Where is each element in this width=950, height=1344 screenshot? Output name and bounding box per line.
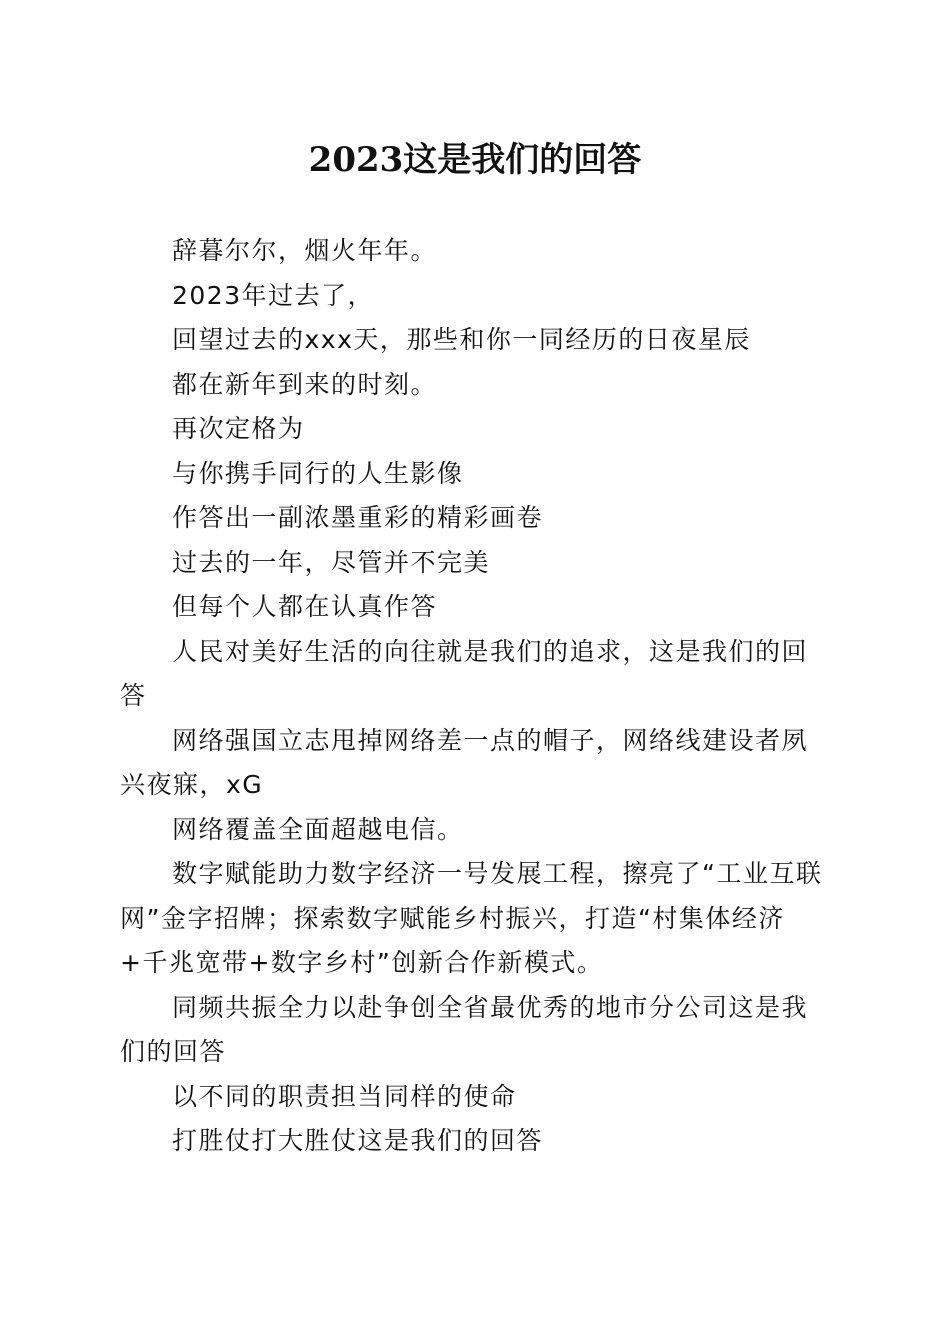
paragraph: 网络强国立志甩掉网络差一点的帽子，网络线建设者夙兴夜寐，xG <box>120 725 809 799</box>
paragraph: 回望过去的xxx天，那些和你一同经历的日夜星辰 <box>172 325 751 354</box>
paragraph: 2023年过去了， <box>172 280 375 310</box>
paragraph: 过去的一年，尽管并不完美 <box>172 547 491 577</box>
paragraph: 与你携手同行的人生影像 <box>172 458 464 488</box>
paragraph: 数字赋能助力数字经济一号发展工程，擦亮了“工业互联网”金字招牌；探索数字赋能乡村振兴，打造“村集体经济+千兆宽带+数字乡村”创新合作新模式。 <box>120 859 823 977</box>
paragraph: 以不同的职责担当同样的使命 <box>172 1081 517 1111</box>
document-body <box>120 229 830 1164</box>
paragraph: 人民对美好生活的向往就是我们的追求，这是我们的回答 <box>120 636 809 710</box>
document-title: 2023这是我们的回答 <box>308 140 642 180</box>
paragraph: 但每个人都在认真作答 <box>172 592 438 621</box>
paragraph: 作答出一副浓墨重彩的精彩画卷 <box>172 503 544 532</box>
paragraph: 都在新年到来的时刻。 <box>172 369 438 399</box>
paragraph: 再次定格为 <box>172 414 305 443</box>
paragraph: 同频共振全力以赴争创全省最优秀的地市分公司这是我们的回答 <box>120 992 809 1066</box>
paragraph: 辞暮尔尔，烟火年年。 <box>172 236 438 265</box>
paragraph: 打胜仗打大胜仗这是我们的回答 <box>172 1126 544 1155</box>
paragraph: 网络覆盖全面超越电信。 <box>172 814 464 844</box>
